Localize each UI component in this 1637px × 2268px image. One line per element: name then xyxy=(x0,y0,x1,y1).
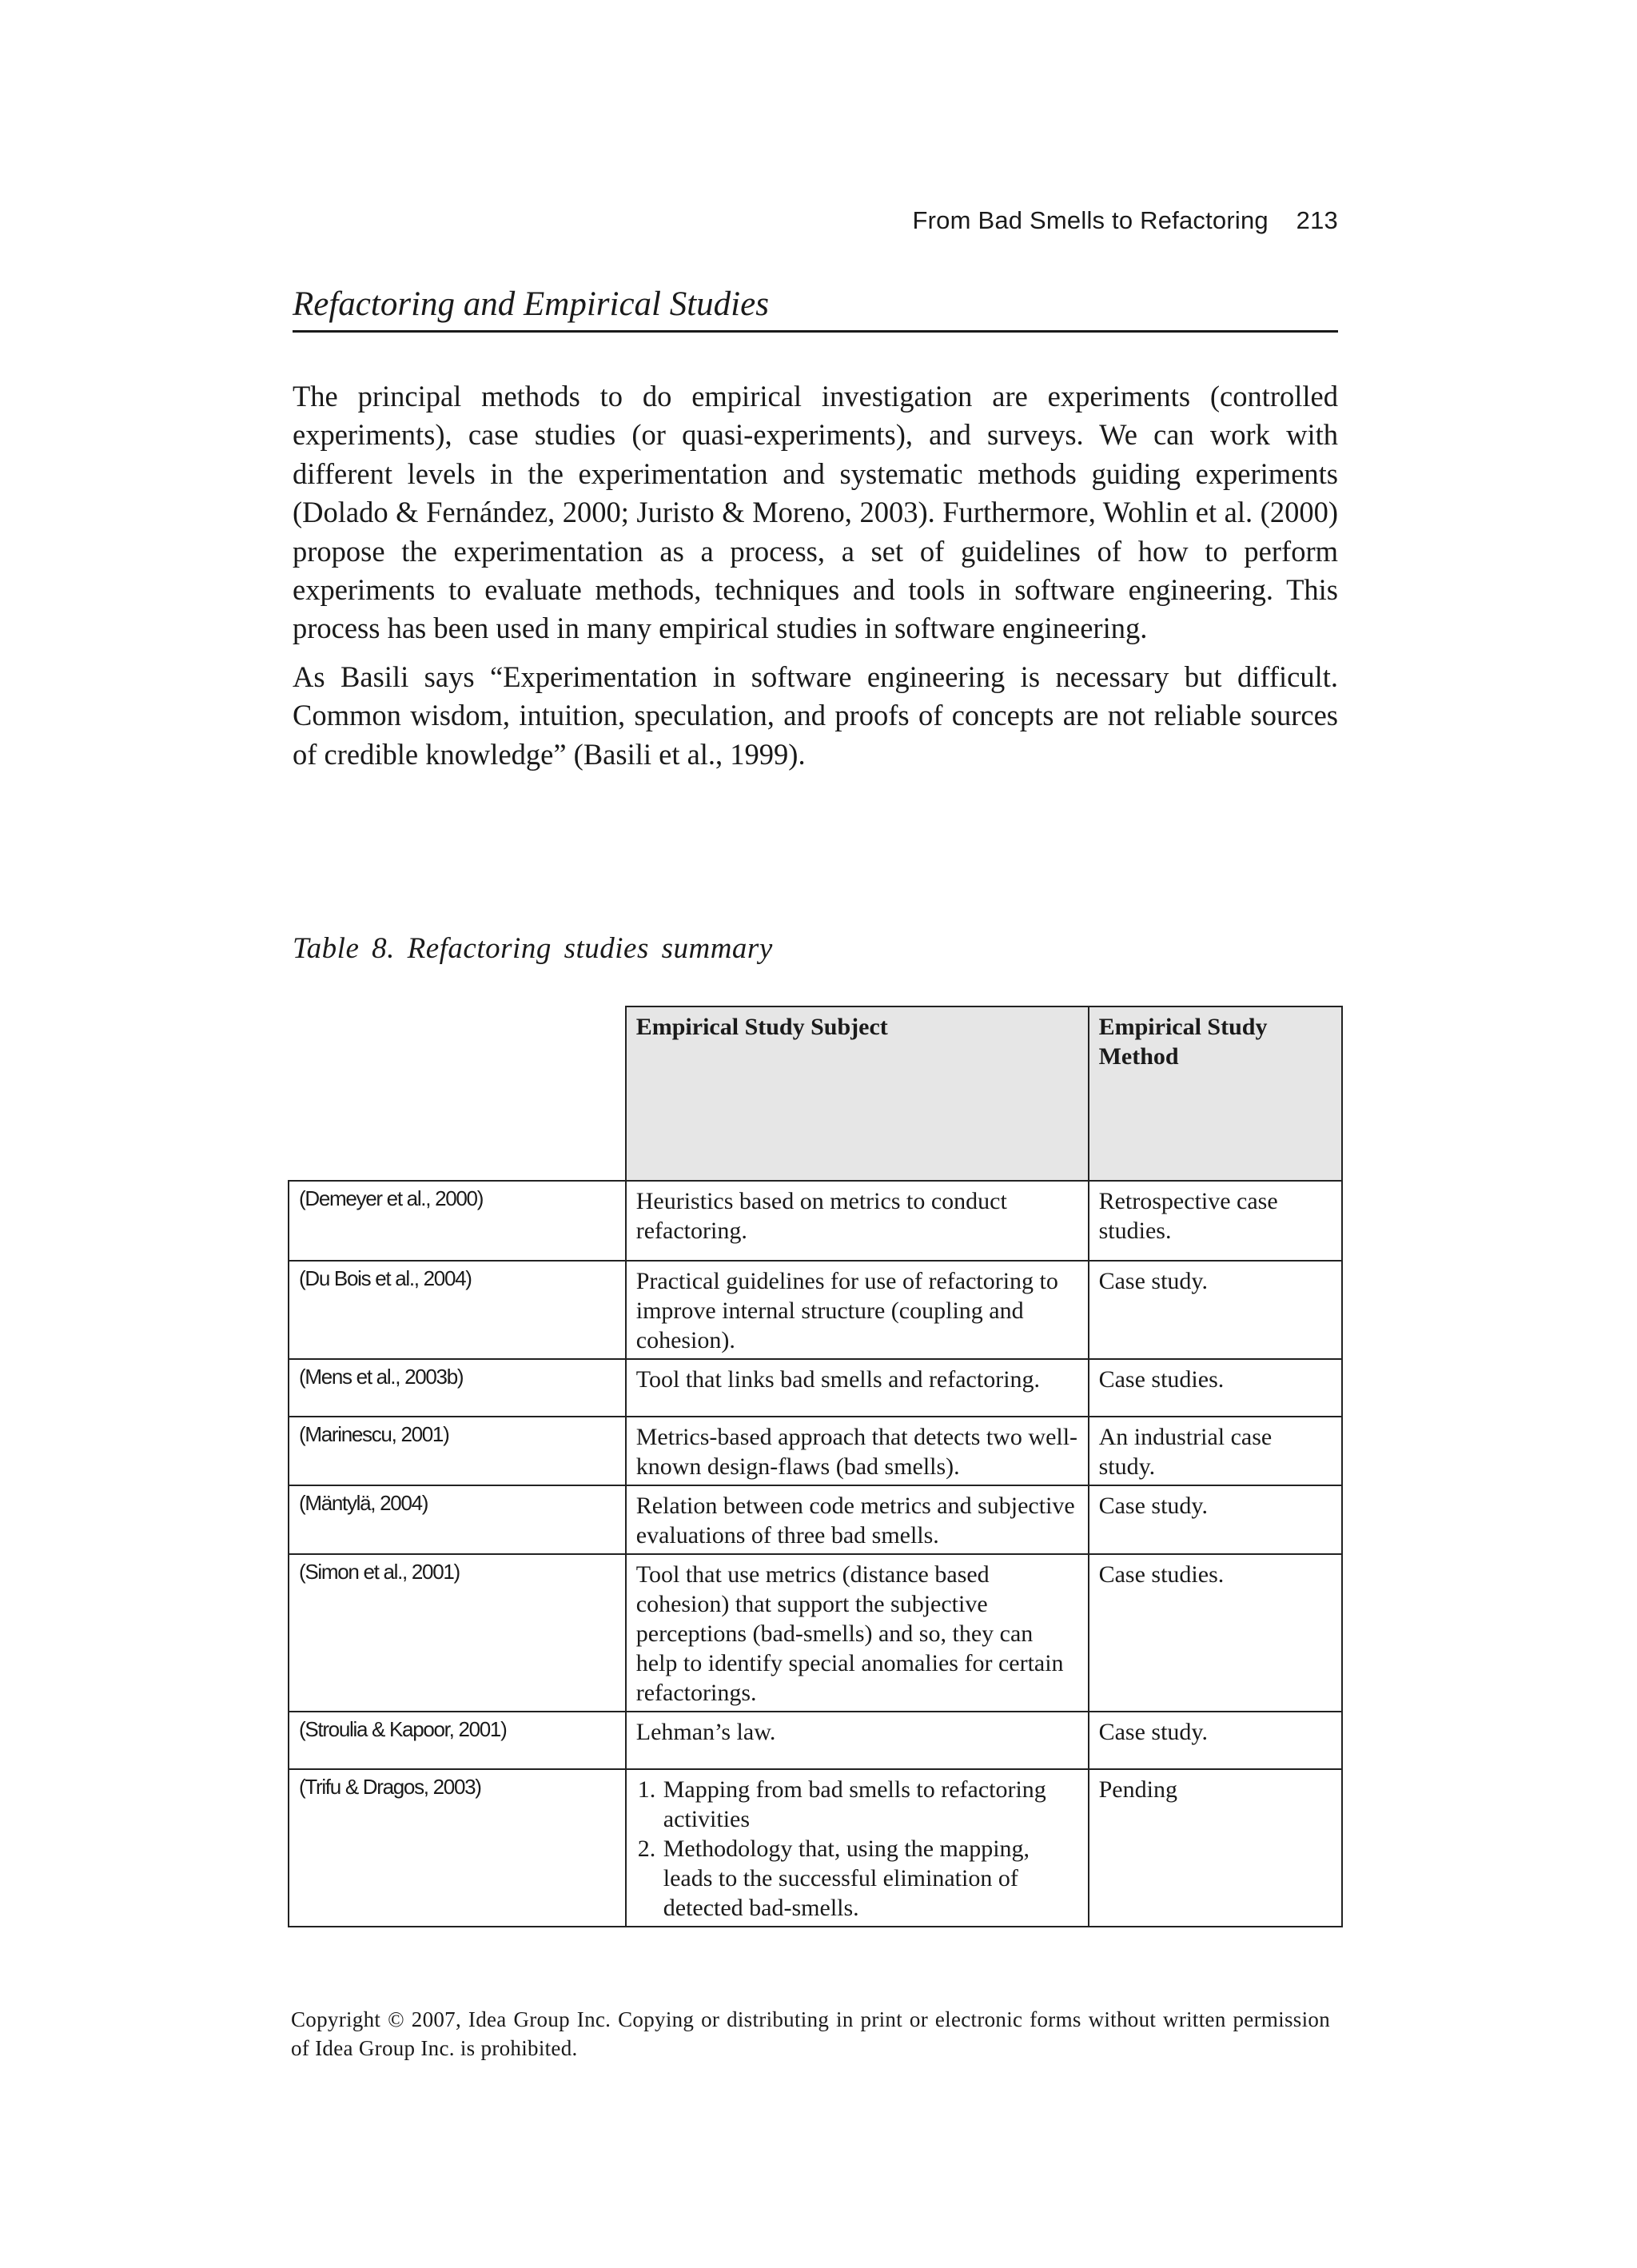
page-number: 213 xyxy=(1296,206,1338,234)
row-reference: (Stroulia & Kapoor, 2001) xyxy=(289,1712,626,1769)
row-method: Case studies. xyxy=(1089,1554,1342,1712)
table-header-row xyxy=(289,1006,1342,1181)
paragraph-2: As Basili says “Experimentation in software engineering is necessary but difficult. Common wisdom, intuition, speculation, and proofs of concepts are not reliable sources of credible knowledge” (Basili et al., 1999). xyxy=(293,660,1338,771)
subject-list xyxy=(636,1775,1078,1923)
row-reference: (Mens et al., 2003b) xyxy=(289,1359,626,1417)
row-subject: Tool that use metrics (distance based cohesion) that support the subjective perceptions (bad-smells) and so, they can help to identify special anomalies for certain refactorings. xyxy=(626,1554,1089,1712)
table-row xyxy=(289,1769,1342,1927)
header-subject: Empirical Study Subject xyxy=(626,1006,1089,1181)
row-subject: Metrics-based approach that detects two well-known design-flaws (bad smells). xyxy=(626,1417,1089,1485)
header-blank-cell xyxy=(289,1006,626,1181)
row-subject xyxy=(626,1769,1089,1927)
row-method: Case study. xyxy=(1089,1261,1342,1359)
section-title: Refactoring and Empirical Studies xyxy=(293,285,1338,333)
table-row xyxy=(289,1417,1342,1485)
table-caption: Table 8. Refactoring studies summary xyxy=(293,932,773,965)
row-method: Case studies. xyxy=(1089,1359,1342,1417)
row-reference: (Trifu & Dragos, 2003) xyxy=(289,1769,626,1927)
running-title: From Bad Smells to Refactoring xyxy=(912,206,1269,234)
row-reference: (Demeyer et al., 2000) xyxy=(289,1181,626,1261)
row-subject: Relation between code metrics and subjective evaluations of three bad smells. xyxy=(626,1485,1089,1554)
row-reference: (Simon et al., 2001) xyxy=(289,1554,626,1712)
row-reference: (Du Bois et al., 2004) xyxy=(289,1261,626,1359)
running-header xyxy=(291,206,1338,235)
row-subject: Practical guidelines for use of refactoring to improve internal structure (coupling and cohesion). xyxy=(626,1261,1089,1359)
table-row xyxy=(289,1359,1342,1417)
header-method: Empirical Study Method xyxy=(1089,1006,1342,1181)
paragraph-1: The principal methods to do empirical investigation are experiments (controlled experiments), case studies (or quasi-experiments), and surveys. We can work with different levels in the experimentation and systematic methods guiding experiments (Dolado & Fernández, 2000; Juristo & Moreno, 2003). Furthermore, Wohlin et al. (2000) propose the experimentation as a process, a set of guidelines of how to perform experiments to evaluate methods, techniques and tools in software engineering. This process has been used in many empirical studies in software engineering. xyxy=(293,380,1338,645)
refactoring-studies-table xyxy=(288,1006,1343,1927)
list-item: 1. Mapping from bad smells to refactoring activities xyxy=(662,1775,1078,1834)
copyright-notice: Copyright © 2007, Idea Group Inc. Copying or distributing in print or electronic forms without written permission of Idea Group Inc. is prohibited. xyxy=(291,2007,1330,2060)
table-row xyxy=(289,1712,1342,1769)
row-method: Retrospective case studies. xyxy=(1089,1181,1342,1261)
row-subject: Tool that links bad smells and refactoring. xyxy=(626,1359,1089,1417)
row-method: Case study. xyxy=(1089,1712,1342,1769)
row-subject: Lehman’s law. xyxy=(626,1712,1089,1769)
row-subject: Heuristics based on metrics to conduct refactoring. xyxy=(626,1181,1089,1261)
table-row xyxy=(289,1181,1342,1261)
row-method: Pending xyxy=(1089,1769,1342,1927)
row-method: Case study. xyxy=(1089,1485,1342,1554)
row-reference: (Marinescu, 2001) xyxy=(289,1417,626,1485)
row-method: An industrial case study. xyxy=(1089,1417,1342,1485)
table-row xyxy=(289,1554,1342,1712)
table-row xyxy=(289,1485,1342,1554)
table-row xyxy=(289,1261,1342,1359)
list-item: 2. Methodology that, using the mapping, leads to the successful elimination of detected bad-smells. xyxy=(662,1834,1078,1923)
body-text xyxy=(293,377,1338,783)
row-reference: (Mäntylä, 2004) xyxy=(289,1485,626,1554)
